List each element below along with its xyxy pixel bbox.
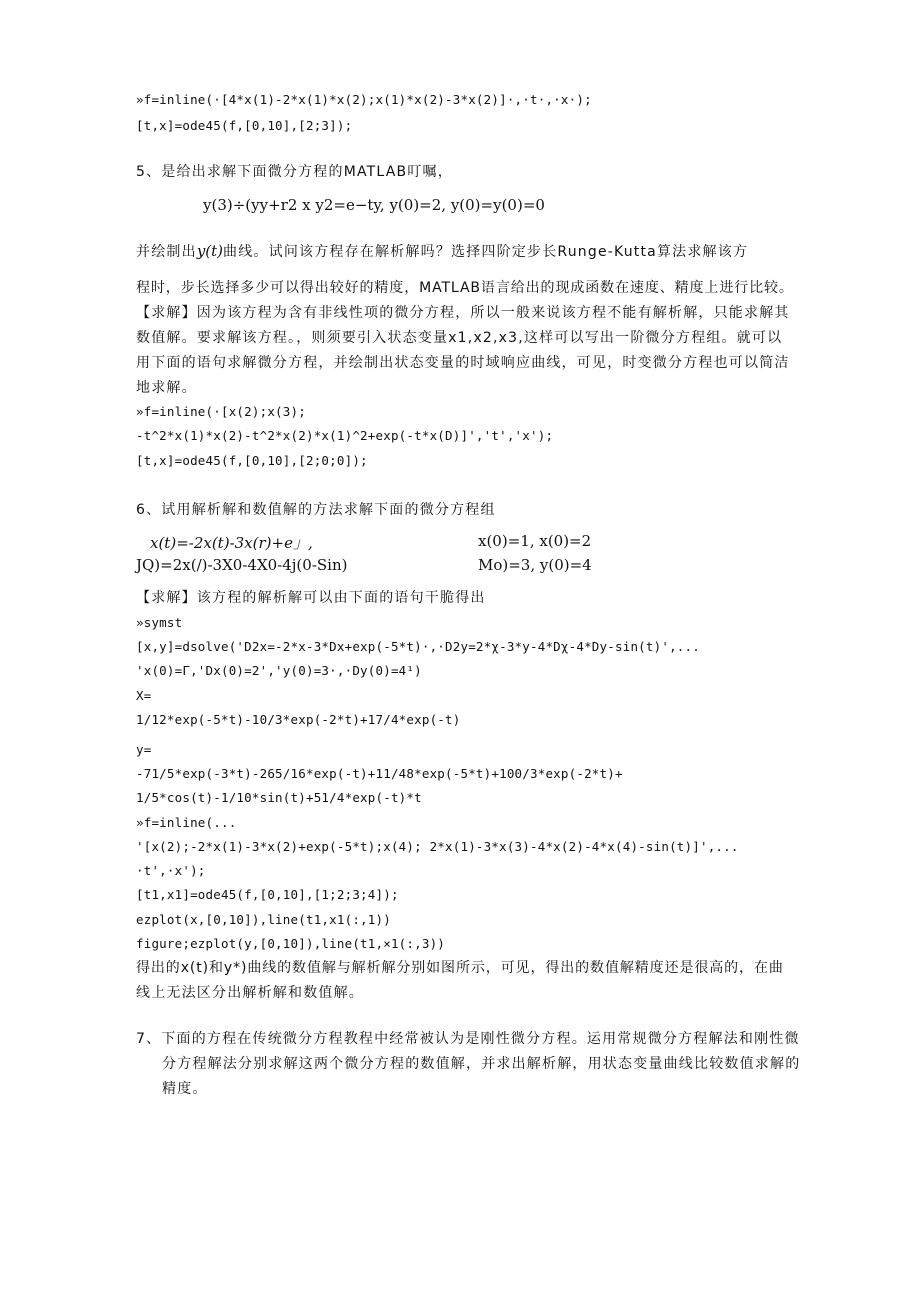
math-yt: y(t) <box>196 242 224 260</box>
solution-paragraph-line: 地求解。 <box>136 380 197 396</box>
text-segment: 并绘制出 <box>136 244 197 260</box>
solution-paragraph-line: 用下面的语句求解微分方程，并绘制出状态变量的时域响应曲线，可见，时变微分方程也可以简洁 <box>136 355 790 371</box>
code-output: 1/12*exp(-5*t)-10/3*exp(-2*t)+17/4*exp(-t) <box>136 712 461 727</box>
solution-paragraph-line: 【求解】该方程的解析解可以由下面的语句干脆得出 <box>136 590 486 606</box>
code-line: [t,x]=ode45(f,[0,10],[2;0;0]); <box>136 453 368 468</box>
code-line: -t^2*x(1)*x(2)-t^2*x(2)*x(1)^2+exp(-t*x(D)]','t','x'); <box>136 428 554 443</box>
code-line-inline-1: »f=inline(·[4*x(1)-2*x(1)*x(2);x(1)*x(2)-3*x(2)]·,·t·,·x·); <box>136 92 592 107</box>
paragraph-line <box>136 241 748 261</box>
code-line: [x,y]=dsolve('D2x=-2*x-3*Dx+exp(-5*t)·,·D2y=2*χ-3*y-4*Dχ-4*Dy-sin(t)',... <box>136 639 700 654</box>
code-line: ezplot(x,[0,10]),line(t1,x1(:,1)) <box>136 912 391 927</box>
code-line-ode45-1: [t,x]=ode45(f,[0,10],[2;3]); <box>136 118 353 133</box>
equation-problem-5: y(3)÷(yy+r2 x y2=e−ty, y(0)=2, y(0)=y(0)=0 <box>203 196 545 214</box>
problem-7-text: 精度。 <box>162 1081 208 1097</box>
problem-6-heading: 6、试用解析解和数值解的方法求解下面的微分方程组 <box>136 502 496 518</box>
text-segment: 曲线。试问该方程存在解析解吗？选择四阶定步长Runge-Kutta算法求解该方 <box>223 244 749 260</box>
problem-5-heading: 5、是给出求解下面微分方程的MATLAB叮嘱， <box>136 164 453 180</box>
paragraph-line: 得出的x(t)和y*)曲线的数值解与解析解分别如图所示，可见，得出的数值解精度还是很高的，在曲 <box>136 960 784 976</box>
solution-paragraph-line: 数值解。要求解该方程。，则须要引入状态变量x1,x2,x3,这样可以写出一阶微分方程组。就可以 <box>136 330 783 346</box>
solution-paragraph-line: 【求解】因为该方程为含有非线性项的微分方程，所以一般来说该方程不能有解析解，只能求解其 <box>136 305 790 321</box>
code-output: 1/5*cos(t)-1/10*sin(t)+51/4*exp(-t)*t <box>136 790 422 805</box>
paragraph-line: 线上无法区分出解析解和数值解。 <box>136 985 364 1001</box>
equation-row-1-left: x(t)=-2x(t)-3x(r)+e」, <box>150 534 313 552</box>
code-output-label-x: X= <box>136 688 152 703</box>
problem-7-text: 分方程解法分别求解这两个微分方程的数值解，并求出解析解，用状态变量曲线比较数值求解的 <box>162 1056 801 1072</box>
equation-row-2-right: Mo)=3, y(0)=4 <box>478 556 592 574</box>
code-output: -71/5*exp(-3*t)-265/16*exp(-t)+11/48*exp(-5*t)+100/3*exp(-2*t)+ <box>136 766 623 781</box>
paragraph-line: 程时，步长选择多少可以得出较好的精度，MATLAB语言给出的现成函数在速度、精度上进行比较。 <box>136 280 794 296</box>
code-line: »f=inline(·[x(2);x(3); <box>136 404 306 419</box>
code-line: 'x(0)=Γ,'Dx(0)=2','y(0)=3·,·Dy(0)=4¹) <box>136 663 422 678</box>
code-line: '[x(2);-2*x(1)-3*x(2)+exp(-5*t);x(4); 2*x(1)-3*x(3)-4*x(2)-4*x(4)-sin(t)]',... <box>136 839 739 854</box>
equation-row-1-right: x(0)=1, x(0)=2 <box>478 532 592 550</box>
problem-7-heading: 7、下面的方程在传统微分方程教程中经常被认为是刚性微分方程。运用常规微分方程解法和刚性微 <box>136 1031 800 1047</box>
code-line: »symst <box>136 615 183 630</box>
code-line: figure;ezplot(y,[0,10]),line(t1,×1(:,3)) <box>136 936 446 951</box>
equation-row-2-left: JQ)=2x(/)-3X0-4X0-4j(0-Sin) <box>136 556 348 574</box>
code-line: »f=inline(... <box>136 815 237 830</box>
code-output-label-y: y= <box>136 742 152 757</box>
code-line: ·t',·x'); <box>136 863 206 878</box>
code-line: [t1,x1]=ode45(f,[0,10],[1;2;3;4]); <box>136 887 399 902</box>
